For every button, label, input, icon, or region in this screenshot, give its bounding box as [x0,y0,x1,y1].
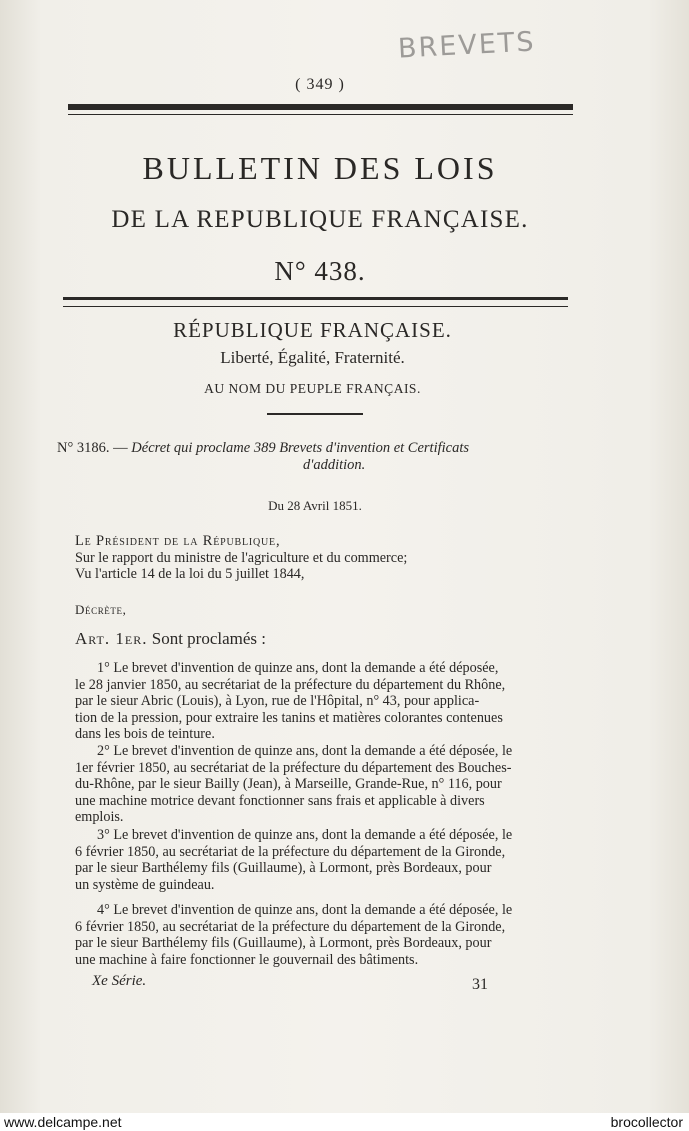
bulletin-subtitle: DE LA REPUBLIQUE FRANÇAISE. [111,206,529,233]
decree-title-line1: Décret qui proclame 389 Brevets d'invention et Certificats [131,440,470,456]
masthead-rule-thick [63,297,568,300]
text-line: 2° Le brevet d'invention de quinze ans, dont la demande a été déposée, le [97,743,513,759]
republic-motto: Liberté, Égalité, Fraternité. [220,348,405,367]
preamble-president: Le Président de la République, [75,533,281,549]
text-line: 6 février 1850, au secrétariat de la préfecture du département de la Gironde, [75,843,506,860]
text-line: par le sieur Abric (Louis), à Lyon, rue de l'Hôpital, n° 43, pour applica- [75,693,480,710]
patent-paragraph-4 [75,902,561,968]
article-heading [75,629,266,649]
text-line: 4° Le brevet d'invention de quinze ans, dont la demande a été déposée, le [97,902,513,918]
text-line: un système de guindeau. [75,876,215,893]
decree-heading [57,440,567,474]
text-line: 1° Le brevet d'invention de quinze ans, dont la demande a été déposée, [97,660,499,676]
text-line: tion de la pression, pour extraire les tanins et matières colorantes contenues [75,709,503,726]
page-number: ( 349 ) [295,76,345,93]
patent-paragraph-1 [75,660,561,743]
decree-title-line2: d'addition. [303,457,366,473]
header-rule-thin [68,114,573,115]
section-divider [267,413,363,415]
patent-paragraph-2 [75,743,561,826]
watermark-left: www.delcampe.net [4,1114,122,1130]
patent-paragraph-3 [75,827,561,893]
bulletin-title: BULLETIN DES LOIS [142,150,498,186]
masthead-rule-thin [63,306,568,307]
article-text: Sont proclamés : [151,629,266,648]
text-line: 1er février 1850, au secrétariat de la préfecture du département des Bouches- [75,759,512,776]
preamble-decrees: Décrète, [75,602,127,617]
signature-mark: 31 [472,976,488,993]
text-line: le 28 janvier 1850, au secrétariat de la préfecture du département du Rhône, [75,676,506,693]
text-line: une machine à faire fonctionner le gouvernail des bâtiments. [75,951,419,968]
republic-name: RÉPUBLIQUE FRANÇAISE. [173,318,452,342]
article-label: Art. 1er. [75,629,148,648]
text-line: 3° Le brevet d'invention de quinze ans, dont la demande a été déposée, le [97,827,513,843]
text-line: dans les bois de teinture. [75,726,215,743]
preamble-considerations [75,550,575,582]
decree-date: Du 28 Avril 1851. [268,498,362,513]
preamble-line-1: Sur le rapport du ministre de l'agriculture et du commerce; [75,550,408,566]
handwritten-note: BREVETS [397,26,537,65]
text-line: par le sieur Barthélemy fils (Guillaume), à Lormont, près Bordeaux, pour [75,860,492,877]
text-line: du-Rhône, par le sieur Bailly (Jean), à Marseille, Grande-Rue, n° 116, pour [75,776,502,793]
preamble-line-2: Vu l'article 14 de la loi du 5 juillet 1844, [75,566,305,582]
bulletin-issue-number: N° 438. [274,256,366,286]
text-line: 6 février 1850, au secrétariat de la préfecture du département de la Gironde, [75,918,506,935]
watermark-right: brocollector [610,1114,683,1130]
watermark-bar [0,1113,689,1131]
republic-invocation: AU NOM DU PEUPLE FRANÇAIS. [204,381,421,396]
text-line: emplois. [75,809,124,826]
series-label: Xe Série. [92,973,147,989]
decree-number: N° 3186. — [57,440,128,456]
text-line: par le sieur Barthélemy fils (Guillaume), à Lormont, près Bordeaux, pour [75,935,492,952]
text-line: une machine motrice devant fonctionner sans frais et applicable à divers [75,792,485,809]
header-rule-thick [68,104,573,110]
